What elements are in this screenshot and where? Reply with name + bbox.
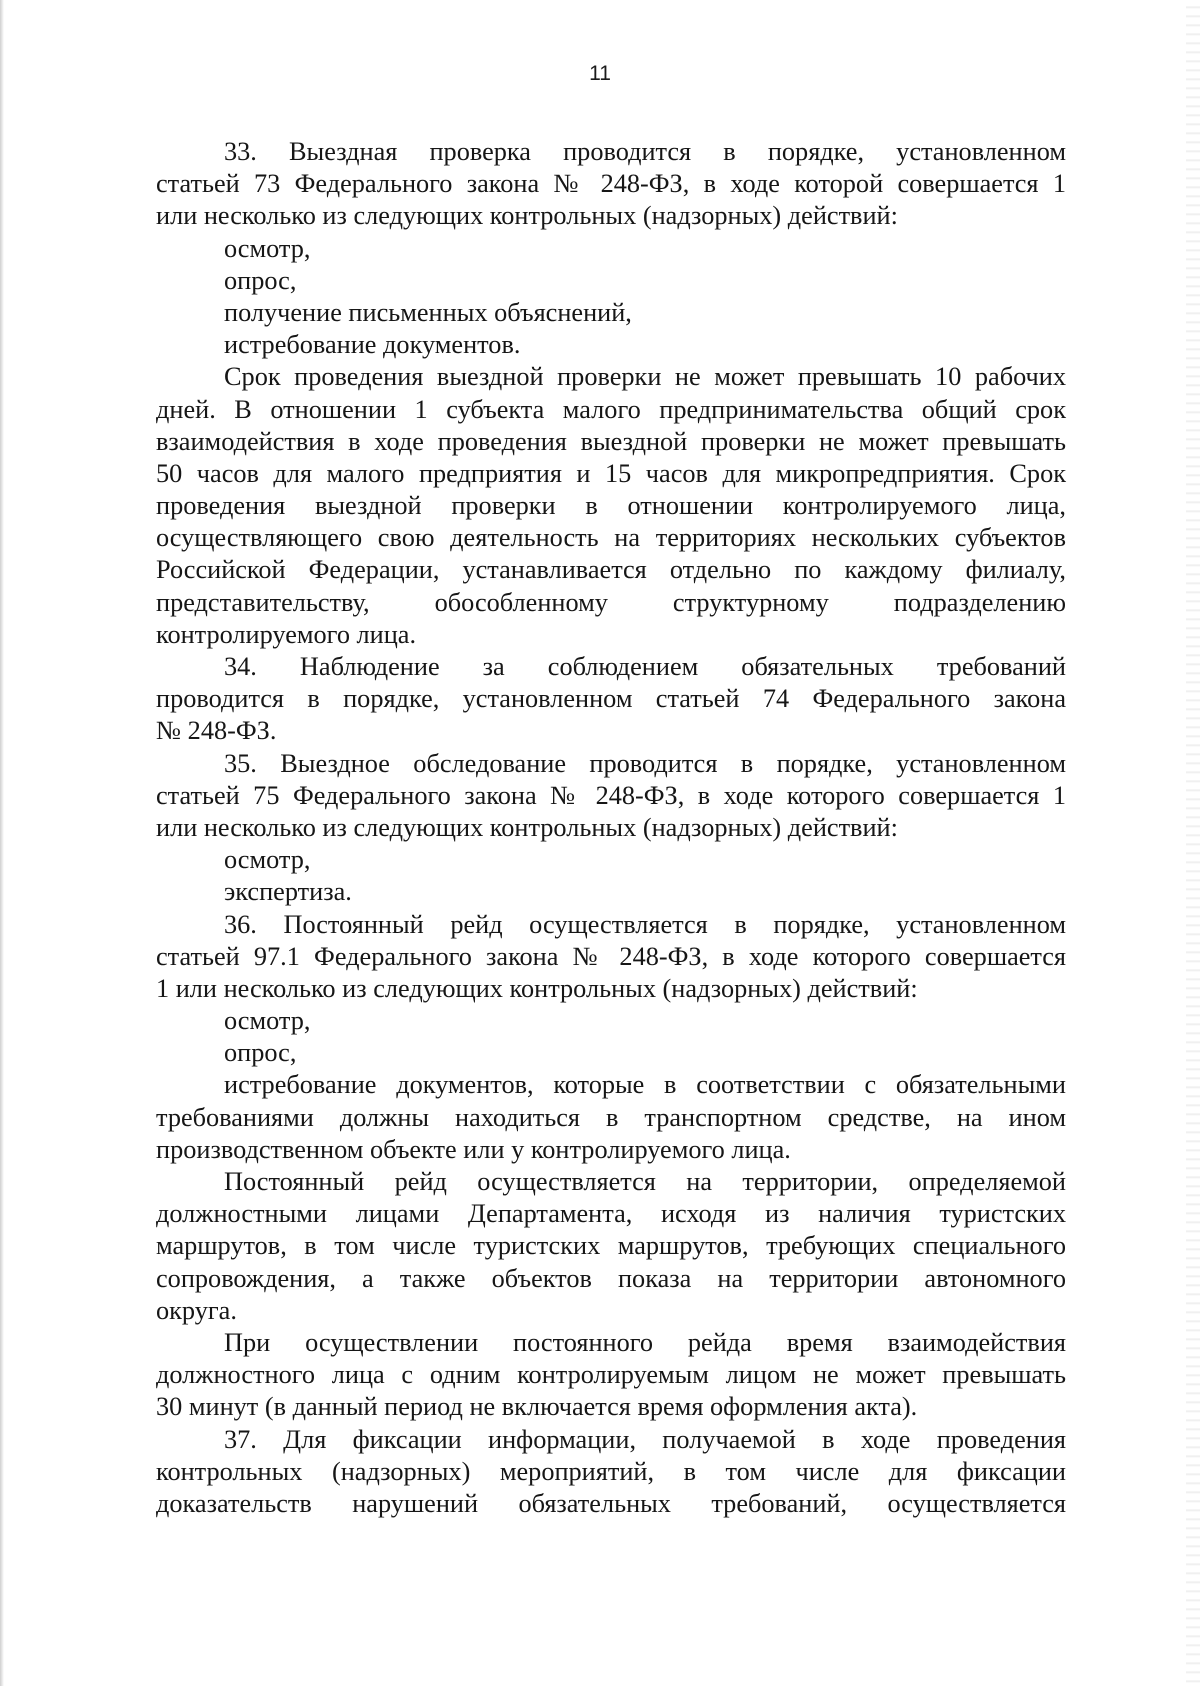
text-line: опрос, xyxy=(224,265,297,295)
text-line: контрольных (надзорных) мероприятий, в том числе для фиксации xyxy=(156,1456,1066,1486)
text-line: опрос, xyxy=(224,1038,297,1068)
text-line: истребование документов. xyxy=(224,330,521,360)
text-line: № 248-ФЗ. xyxy=(156,716,277,746)
text-line: маршрутов, в том числе туристских маршрутов, требующих специального xyxy=(156,1231,1066,1261)
text-line: статьей 97.1 Федерального закона № 248-ФЗ, в ходе которого совершается xyxy=(156,941,1066,971)
page-number: 11 xyxy=(589,62,611,85)
text-line: 36. Постоянный рейд осуществляется в порядке, установленном xyxy=(224,909,1066,939)
text-line: осуществляющего свою деятельность на территориях нескольких субъектов xyxy=(156,523,1066,553)
scan-left-edge xyxy=(0,0,4,1686)
text-line: проводится в порядке, установленном статьей 74 Федерального закона xyxy=(156,684,1066,714)
text-line: проведения выездной проверки в отношении контролируемого лица, xyxy=(156,491,1066,521)
text-line: должностными лицами Департамента, исходя из наличия туристских xyxy=(156,1199,1066,1229)
text-line: округа. xyxy=(156,1295,237,1325)
text-line: или несколько из следующих контрольных (надзорных) действий: xyxy=(156,812,898,842)
text-line: осмотр, xyxy=(224,845,311,875)
text-line: 50 часов для малого предприятия и 15 часов для микропредприятия. Срок xyxy=(156,458,1066,488)
text-line: 33. Выездная проверка проводится в порядке, установленном xyxy=(224,137,1066,166)
text-line: или несколько из следующих контрольных (надзорных) действий: xyxy=(156,201,898,231)
text-line: получение письменных объяснений, xyxy=(224,297,632,327)
text-line: истребование документов, которые в соответствии с обязательными xyxy=(224,1070,1066,1100)
text-line: сопровождения, а также объектов показа на территории автономного xyxy=(156,1263,1066,1293)
text-line: должностного лица с одним контролируемым лицом не может превышать xyxy=(156,1360,1066,1390)
text-line: статьей 75 Федерального закона № 248-ФЗ, в ходе которого совершается 1 xyxy=(156,780,1066,810)
text-line: 30 минут (в данный период не включается время оформления акта). xyxy=(156,1392,918,1422)
text-line: Российской Федерации, устанавливается отдельно по каждому филиалу, xyxy=(156,555,1066,585)
text-line: 35. Выездное обследование проводится в порядке, установленном xyxy=(224,748,1066,778)
text-line: осмотр, xyxy=(224,1006,311,1036)
text-line: Постоянный рейд осуществляется на территории, определяемой xyxy=(224,1167,1066,1196)
document-body xyxy=(156,136,1066,1520)
text-line: представительству, обособленному структурному подразделению xyxy=(156,587,1066,617)
text-line: контролируемого лица. xyxy=(156,619,417,649)
text-line: 34. Наблюдение за соблюдением обязательных требований xyxy=(224,652,1066,681)
text-line: взаимодействия в ходе проведения выездной проверки не может превышать xyxy=(156,426,1066,456)
scan-right-edge xyxy=(1186,0,1200,1686)
text-line: Срок проведения выездной проверки не может превышать 10 рабочих xyxy=(224,362,1066,392)
text-line: 1 или несколько из следующих контрольных (надзорных) действий: xyxy=(156,973,918,1003)
text-line: производственном объекте или у контролируемого лица. xyxy=(156,1134,791,1164)
text-line: При осуществлении постоянного рейда время взаимодействия xyxy=(224,1327,1066,1357)
text-line: экспертиза. xyxy=(224,877,352,907)
text-line: дней. В отношении 1 субъекта малого предпринимательства общий срок xyxy=(156,394,1066,424)
text-line: 37. Для фиксации информации, получаемой в ходе проведения xyxy=(224,1424,1066,1454)
text-line: доказательств нарушений обязательных требований, осуществляется xyxy=(156,1488,1066,1518)
text-line: осмотр, xyxy=(224,233,311,263)
text-line: статьей 73 Федерального закона № 248-ФЗ, в ходе которой совершается 1 xyxy=(156,169,1066,199)
text-line: требованиями должны находиться в транспортном средстве, на ином xyxy=(156,1102,1066,1132)
